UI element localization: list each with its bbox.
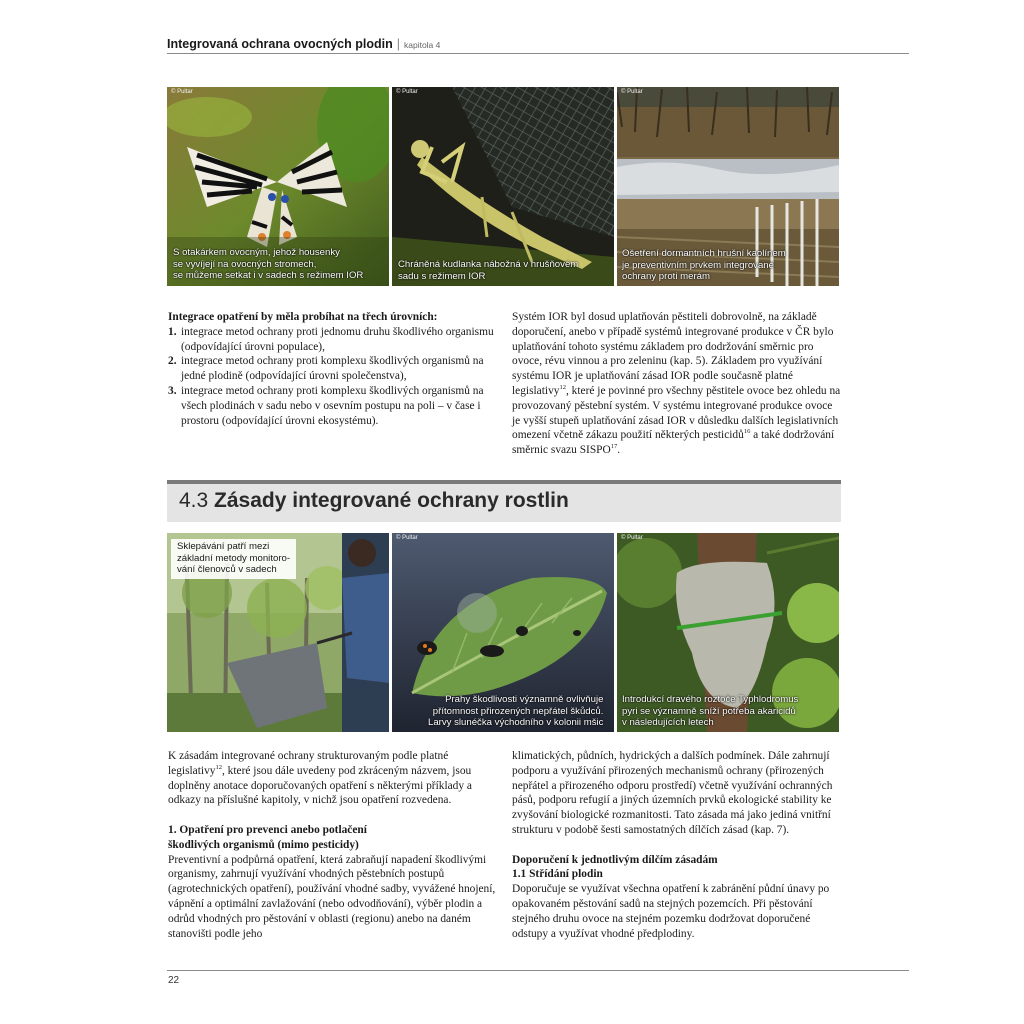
running-header [167,37,440,51]
caption-line: v následujících letech [622,717,714,728]
page-number: 22 [168,975,180,986]
list-text: integrace metod ochrany proti komplexu škodlivých organismů na jedné plodině (odpovídající úrovni společenstva), [181,355,484,383]
photo-caption [173,247,363,282]
photo-credit: © Pultar [621,535,643,541]
text-run: . [617,444,621,457]
caption-line: je preventivním prvkem integrované [622,259,774,271]
integration-heading: Integrace opatření by měla probíhat na třech úrovních: [168,311,438,323]
section-title-text: Zásady integrované ochrany rostlin [214,489,569,512]
photo-caption [171,539,296,579]
caption-line: se můžeme setkat i v sadech s režimem IOR [173,270,364,281]
principles-right-column [512,749,844,941]
caption-line: Prahy škodlivosti významně ovlivňuje [445,694,604,705]
list-text: integrace metod ochrany proti jednomu druhu škodlivého organismu (odpovídající úrovni populace), [181,325,494,353]
recommendations-heading: Doporučení k jednotlivým dílčím zásadám [512,853,718,866]
section-heading-bar [167,480,841,484]
ior-paragraph [512,310,842,458]
header-separator: | [396,37,400,51]
spacer [168,808,498,823]
integration-levels [168,310,498,428]
text-run: a také dodržování směrnic svazu SISPO [512,429,835,457]
photo-beating [167,533,389,732]
caption-line: přítomnost přirozených nepřátel škůdců. [432,705,604,717]
footnote-ref[interactable]: 16 [743,428,751,436]
caption-line: se vyvíjejí na ovocných stromech, [173,258,317,270]
caption-line: S otakárkem ovocným, jehož housenky [173,247,340,258]
photo-kaolin [617,87,839,286]
photo-ladybird-larvae [392,533,614,732]
list-number: 2. [168,355,177,368]
photo-caption [398,259,578,282]
integration-list [168,325,498,429]
principle-1-heading: 1. Opatření pro prevenci anebo potlačení [168,823,367,836]
caption-line: pyri se významně sníží potřeba akaricidů [622,705,796,717]
photo-credit: © Pultar [396,89,418,95]
principle-1-heading-cont: škodlivých organismů (mimo pesticidy) [168,838,359,851]
section-heading [167,480,841,522]
list-number: 3. [168,384,177,397]
photo-caption [622,694,798,729]
caption-line: sadu s režimem IOR [398,270,486,282]
caption-line: ochrany proti merám [622,271,710,282]
principles-intro [168,749,498,808]
photo-credit: © Pultar [396,535,418,541]
list-item [168,354,498,384]
principle-1-text: Preventivní a podpůrná opatření, která zabraňují napadení škodlivými organismy, zahrnují využívání vhodných pěstebních postupů (agrotechnických opatření), používání vhodné sadby, vyvážené hnojení, vápnění a optimální zavlažování (nebo odvodňování), výběr plodin a odrůd vhodných pro pěstování v oblasti (regionu) anebo na daném stanovišti podle jeho [168,853,496,940]
spacer [512,838,844,853]
photo-credit: © Pultar [171,89,193,95]
list-item [168,384,498,428]
caption-line: Sklepávání patří mezi [177,541,270,552]
caption-line: Introdukcí dravého roztoče Typhlodromus [622,694,799,705]
caption-line: Chráněná kudlanka nábožná v hrušňovém [398,259,579,270]
caption-line: Larvy slunéčka východního v kolonii mšic [428,717,604,728]
footnote-ref[interactable]: 17 [610,443,618,451]
footnote-ref[interactable]: 12 [215,764,222,771]
caption-line: vání členovců v sadech [177,564,277,575]
ior-system-paragraph [512,310,842,458]
header-rule [167,53,909,54]
text-run: Systém IOR byl dosud uplatňován pěstiteli dobrovolně, na základě doporučení, anebo v případě systémů integrované produkce v ČR bylo uplatňování tohoto systému základem pro dodržování směrnic pro ovoce, révu vinnou a pro zeleninu (kap. 5). Základem pro využívání systému IOR je uplatňování zásad IOR podle současně platné legislativy [512,311,834,397]
photo-mite-band [617,533,839,732]
section-number: 4.3 [179,489,209,512]
header-chapter: kapitola 4 [403,40,441,50]
list-item [168,325,498,355]
mantis-image [392,87,614,286]
text-run: , které je povinné pro všechny pěstitele ovoce bez ohledu na provozovaný pěstební systém. V systému integrované produkce ovoce je vyšší stupeň uplatňování zásad IOR v důsledku dalších legislativních omezení včetně zákazu použití některých pesticidů [512,384,841,442]
list-text: integrace metod ochrany proti komplexu škodlivých organismů na všech plodinách v sadu nebo v osevním postupu na poli – v čase i prostoru (odpovídající úrovni ekosystému). [181,384,484,427]
crop-rotation-heading: 1.1 Střídání plodin [512,868,603,881]
list-number: 1. [168,325,177,338]
footer-rule [167,970,909,971]
text-run: K zásadám integrované ochrany strukturovaným podle platné legislativy [168,750,449,777]
photo-caption [622,248,786,283]
crop-rotation-text: Doporučuje se využívat všechna opatření k zabránění půdní únavy po opakovaném pěstování sadů na stejných pozemcích. Při pěstování stejného druhu ovoce na stejném pozemku dodržovat doporučené odstupy a využívat vhodné předplodiny. [512,883,830,940]
photo-swallowtail [167,87,389,286]
principles-left-column [168,749,498,941]
principle-1-text-cont: klimatických, půdních, hydrických a dalších podmínek. Dále zahrnují podporu a využívání přirozených mechanismů ochrany (přirozených nepřátel a přirozeného odporu prostředí) včetně využívání ochranných pásů, podporu refugií a jiných územních prvků ekologické stability ke zvyšování biologické rozmanitosti. Tato zásada má jako jediná vnitřní strukturu v podobě šesti samostatných dílčích zásad (kap. 7). [512,750,833,836]
photo-caption [428,694,603,729]
caption-line: základní metody monitoro- [177,552,291,564]
caption-line: Ošetření dormantních hrušní kaolínem [622,248,786,259]
section-title [179,489,569,513]
running-header-title: Integrovaná ochrana ovocných plodin [167,37,393,51]
footnote-ref[interactable]: 12 [559,384,566,392]
photo-mantis [392,87,614,286]
text-run: , které jsou dále uvedeny pod zkráceným názvem, jsou doplněny anotace doporučovaných opatření s některými příklady a odkazy na příslušné kapitoly, v nichž jsou opatření rozvedena. [168,764,472,807]
photo-credit: © Pultar [621,89,643,95]
